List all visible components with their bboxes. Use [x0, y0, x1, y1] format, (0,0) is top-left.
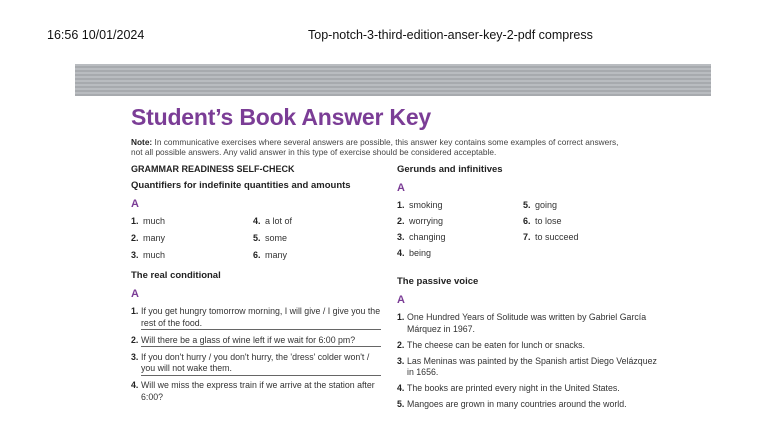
answer-item: 5. some — [253, 233, 288, 243]
note-text: In communicative exercises where several answers are possible, this answer key contains some examples of correct answers, not all possible answers. Any valid answer in this type of exercise should be considered acceptable. — [131, 137, 619, 157]
answer-item: 3. Las Meninas was painted by the Spanish artist Diego Velázquez in 1656. — [397, 355, 657, 377]
answer-item: 3. changing — [397, 232, 446, 242]
passive-voice-heading: The passive voice — [397, 276, 479, 287]
real-conditional-heading: The real conditional — [131, 270, 221, 281]
document-page — [75, 64, 711, 441]
print-document-title: Top-notch-3-third-edition-anser-key-2-pdf compress — [308, 28, 593, 42]
answer-item: 1. One Hundred Years of Solitude was written by Gabriel García Márquez in 1967. — [397, 312, 647, 334]
answer-item: 1. If you get hungry tomorrow morning, I will give / I give you the rest of the food. — [131, 306, 381, 330]
quantifiers-answers — [131, 216, 381, 260]
right-column — [397, 164, 657, 417]
answer-item: 4. a lot of — [253, 216, 293, 226]
answer-item: 5. going — [523, 200, 558, 210]
gerunds-answers-col2 — [523, 200, 643, 258]
grammar-self-check-heading: GRAMMAR READINESS SELF-CHECK — [131, 164, 295, 174]
answer-item: 1. smoking — [397, 200, 443, 210]
page-banner — [75, 64, 711, 96]
print-header — [0, 0, 784, 56]
quantifiers-heading: Quantifiers for indefinite quantities and amounts — [131, 180, 351, 191]
answer-item: 7. to succeed — [523, 232, 579, 242]
answer-item: 2. worrying — [397, 216, 444, 226]
real-conditional-exercise-letter: A — [131, 288, 139, 300]
left-column — [131, 164, 381, 409]
gerunds-exercise-letter: A — [397, 182, 405, 194]
answer-item: 4. being — [397, 248, 432, 258]
passive-exercise-letter: A — [397, 294, 405, 306]
answer-item: 4. Will we miss the express train if we arrive at the station after 6:00? — [131, 380, 375, 402]
real-conditional-answers — [131, 306, 381, 403]
note-label: Note: — [131, 137, 153, 147]
note-paragraph — [131, 137, 621, 157]
passive-voice-answers — [397, 312, 657, 411]
answer-item: 2. The cheese can be eaten for lunch or snacks. — [397, 339, 585, 350]
print-datetime: 16:56 10/01/2024 — [47, 28, 145, 42]
answer-item: 2. many — [131, 233, 166, 243]
answer-item: 5. Mangoes are grown in many countries around the world. — [397, 399, 627, 409]
quantifiers-exercise-letter: A — [131, 198, 139, 210]
gerunds-infinitives-heading: Gerunds and infinitives — [397, 164, 503, 175]
gerunds-answers — [397, 200, 657, 267]
answer-item: 6. to lose — [523, 216, 562, 226]
answer-item: 6. many — [253, 250, 288, 260]
answer-item: 3. much — [131, 250, 166, 260]
answer-item: 4. The books are printed every night in the United States. — [397, 383, 620, 393]
gerunds-answers-col1 — [397, 200, 523, 258]
answer-key-title: Student’s Book Answer Key — [131, 104, 432, 130]
answer-item: 2. Will there be a glass of wine left if we wait for 6:00 pm? — [131, 335, 381, 348]
answer-item: 1. much — [131, 216, 166, 226]
answer-item: 3. If you don't hurry / you don't hurry, the 'dress' colder won't / you will not wake them. — [131, 352, 381, 376]
